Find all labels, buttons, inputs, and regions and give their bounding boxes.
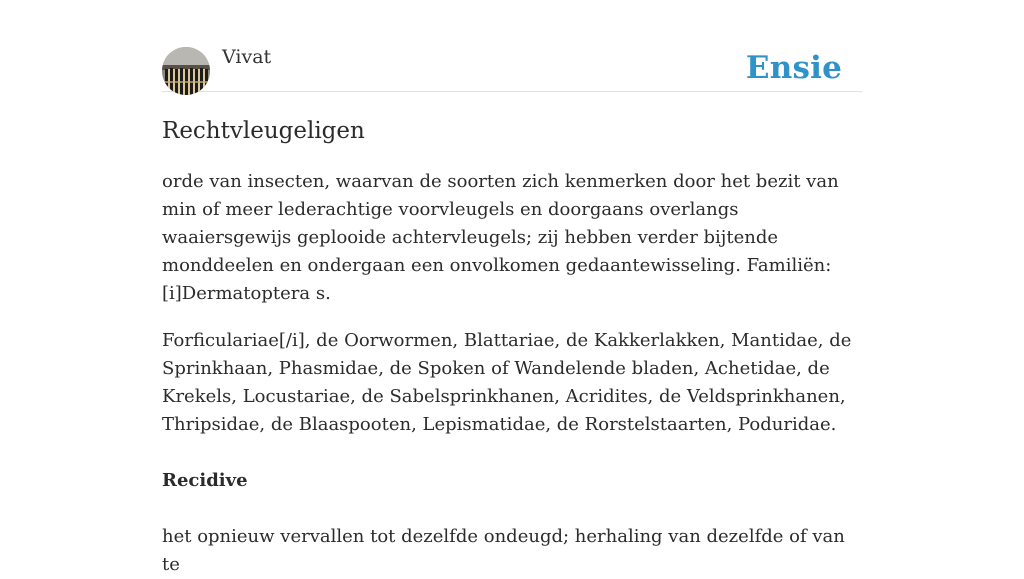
book-spines-icon — [162, 47, 210, 95]
avatar[interactable] — [162, 47, 210, 95]
entry-paragraph: orde van insecten, waarvan de soorten zich kenmerken door het bezit van min of meer lederachtige voorvleugels en doorgaans overlangs waaiersgewijs geplooide achtervleugels; zij hebben verder bijtende monddeelen en ondergaan een onvolkomen gedaantewisseling. Familiën: [i]Dermatoptera s. — [162, 171, 839, 304]
author-name[interactable]: Vivat — [222, 46, 272, 68]
next-entry-title: Recidive — [162, 470, 248, 491]
brand-logo[interactable]: Ensie — [745, 50, 842, 86]
entry-paragraph: Forficulariae[/i], de Oorwormen, Blattariae, de Kakkerlakken, Mantidae, de Sprinkhaan, Phasmidae, de Spoken of Wandelende bladen, Achetidae, de Krekels, Locustariae, de Sabelsprinkhanen, Acridites, de Veldsprinkhanen, Thripsidae, de Blaaspooten, Lepismatidae, de Rorstelstaarten, Poduridae. — [162, 330, 852, 435]
header — [162, 0, 862, 92]
page-container — [162, 0, 862, 575]
entry-title: Rechtvleugeligen — [162, 118, 365, 144]
next-entry-paragraph: het opnieuw vervallen tot dezelfde ondeugd; herhaling van dezelfde of van te — [162, 526, 845, 575]
